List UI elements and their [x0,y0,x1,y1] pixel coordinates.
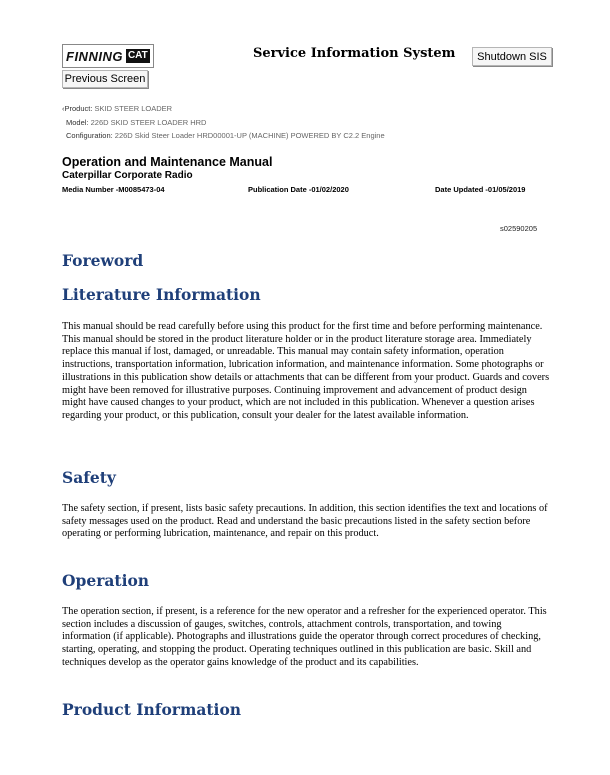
logo-cat-badge: CAT [127,50,148,61]
operation-heading: Operation [62,571,150,590]
product-line [62,104,172,113]
configuration-value: 226D Skid Steer Loader HRD00001-UP (MACHINE) POWERED BY C2.2 Engine [114,131,385,140]
literature-information-text: This manual should be read carefully before using this product for the first time and before performing maintenance. This manual should be stored in the product literature holder or in the product literature storage area. Immediately replace this manual if lost, damaged, or unreadable. This manual may contain safety information, operation instructions, transportation information, lubrication information, and maintenance information. Some photographs or illustrations in this publication show details or attachments that can be different from your product. Guards and covers might have been removed for illustrative purposes. Continuing improvement and advancement of product design might have caused changes to your product, which are not included in this publication. Whenever a question arises regarding your product, or this publication, consult your dealer for the latest available information. [62,321,550,421]
logo-finning-text: FINNING [66,48,123,64]
model-value: 226D SKID STEER LOADER HRD [90,118,207,127]
page-title: Service Information System [253,46,456,61]
publication-date: Publication Date -01/02/2020 [248,185,349,194]
model-line [66,118,206,127]
finning-cat-logo [62,44,154,68]
model-label: Model: [66,118,89,127]
product-information-heading: Product Information [62,700,242,719]
safety-text: The safety section, if present, lists basic safety precautions. In addition, this section identifies the text and locations of safety messages used on the product. Read and understand the basic precautions listed in the safety section before operating or performing lubrication, maintenance, and repair on this product. [62,503,548,540]
media-number: Media Number -M0085473-04 [62,185,165,194]
literature-information-heading: Literature Information [62,285,261,304]
product-value: SKID STEER LOADER [94,104,173,113]
operation-text: The operation section, if present, is a reference for the new operator and a refresher for the experienced operator. This section includes a discussion of gauges, switches, controls, attachment controls, transportation, and towing information (if applicable). Photographs and illustrations guide the operator through correct procedures of checking, starting, operating, and stopping the product. Operating techniques outlined in this publication are basic. Skill and techniques develop as the operator gains knowledge of the product and its capabilities. [62,606,547,668]
configuration-line [66,131,385,140]
shutdown-sis-button[interactable]: Shutdown SIS [472,47,552,66]
safety-heading: Safety [62,468,116,487]
document-id: s02590205 [500,224,538,233]
manual-subtitle: Caterpillar Corporate Radio [62,170,193,181]
previous-screen-button[interactable]: Previous Screen [62,70,148,88]
manual-title: Operation and Maintenance Manual [62,155,273,169]
configuration-label: Configuration: [66,131,113,140]
product-label: Product: [64,104,93,113]
back-arrow-icon[interactable]: ‹ [62,104,65,113]
foreword-heading: Foreword [62,251,144,270]
date-updated: Date Updated -01/05/2019 [435,185,526,194]
